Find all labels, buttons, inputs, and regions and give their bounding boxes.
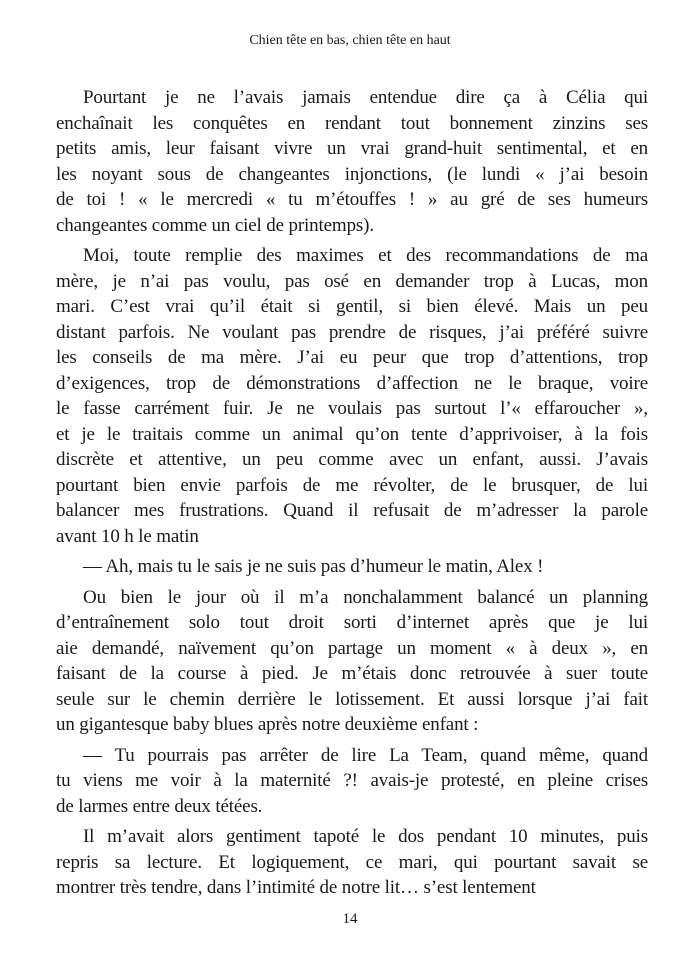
paragraph [56, 585, 648, 738]
text-line: pourtant bien envie parfois de me révolter, de le brusquer, de lui [56, 474, 648, 496]
paragraph [56, 824, 648, 901]
running-header: Chien tête en bas, chien tête en haut [249, 33, 451, 48]
text-line: distant parfois. Ne voulant pas prendre de risques, j’ai préféré suivre [56, 321, 648, 343]
text-line: d’entraînement solo tout droit sorti d’internet après que je lui [56, 612, 648, 633]
text-line: aie demandé, naïvement qu’on partage un moment « à deux », en [56, 637, 648, 659]
paragraph [56, 743, 648, 820]
text-line: faisant de la course à pied. Je m’étais donc retrouvée à suer toute [56, 663, 648, 684]
text-line: — Tu pourrais pas arrêter de lire La Team, quand même, quand [83, 744, 648, 766]
text-line: le fasse carrément fuir. Je ne voulais pas surtout l’« effaroucher », [56, 398, 648, 419]
text-line: d’exigences, trop de démonstrations d’affection ne le braque, voire [56, 372, 648, 394]
text-line: enchaînait les conquêtes en rendant tout bonnement zinzins ses [56, 112, 648, 134]
paragraph [56, 554, 648, 580]
text-line: et je le traitais comme un animal qu’on tente d’apprivoiser, à la fois [56, 423, 648, 445]
text-line: seule sur le chemin derrière le lotissement. Et aussi lorsque j’ai fait [56, 688, 648, 710]
text-line: Moi, toute remplie des maximes et des recommandations de ma [83, 245, 648, 266]
text-line: changeantes comme un ciel de printemps). [56, 214, 374, 236]
text-line: — Ah, mais tu le sais je ne suis pas d’humeur le matin, Alex ! [83, 556, 544, 577]
text-line: les conseils de ma mère. J’ai eu peur que trop d’attentions, trop [56, 347, 648, 368]
text-line: montrer très tendre, dans l’intimité de notre lit… s’est lentement [56, 877, 536, 898]
text-line: de toi ! « le mercredi « tu m’étouffes ! » au gré de ses humeurs [56, 189, 648, 210]
text-line: discrète et attentive, un peu comme avec un enfant, aussi. J’avais [56, 449, 648, 470]
text-line: petits amis, leur faisant vivre un vrai grand-huit sentimental, et en [56, 138, 648, 159]
text-line: mère, je n’ai pas voulu, pas osé en demander trop à Lucas, mon [56, 270, 648, 292]
text-line: un gigantesque baby blues après notre deuxième enfant : [56, 714, 479, 735]
paragraph [56, 243, 648, 549]
paragraph [56, 85, 648, 238]
text-line: Pourtant je ne l’avais jamais entendue dire ça à Célia qui [83, 87, 648, 108]
text-line: Ou bien le jour où il m’a nonchalamment balancé un planning [83, 586, 648, 608]
text-line: Il m’avait alors gentiment tapoté le dos pendant 10 minutes, puis [83, 826, 648, 847]
body-text [56, 85, 648, 901]
text-line: avant 10 h le matin [56, 525, 199, 547]
text-line: de larmes entre deux tétées. [56, 795, 263, 817]
text-line: balancer mes frustrations. Quand il refusait de m’adresser la parole [56, 500, 648, 521]
page-number: 14 [342, 911, 358, 927]
text-line: les noyant sous de changeantes injonctions, (le lundi « j’ai besoin [56, 163, 648, 185]
text-line: mari. C’est vrai qu’il était si gentil, si bien élevé. Mais un peu [56, 296, 648, 317]
text-line: tu viens me voir à la maternité ?! avais-je protesté, en pleine crises [56, 770, 648, 791]
text-line: repris sa lecture. Et logiquement, ce mari, qui pourtant savait se [56, 851, 648, 873]
